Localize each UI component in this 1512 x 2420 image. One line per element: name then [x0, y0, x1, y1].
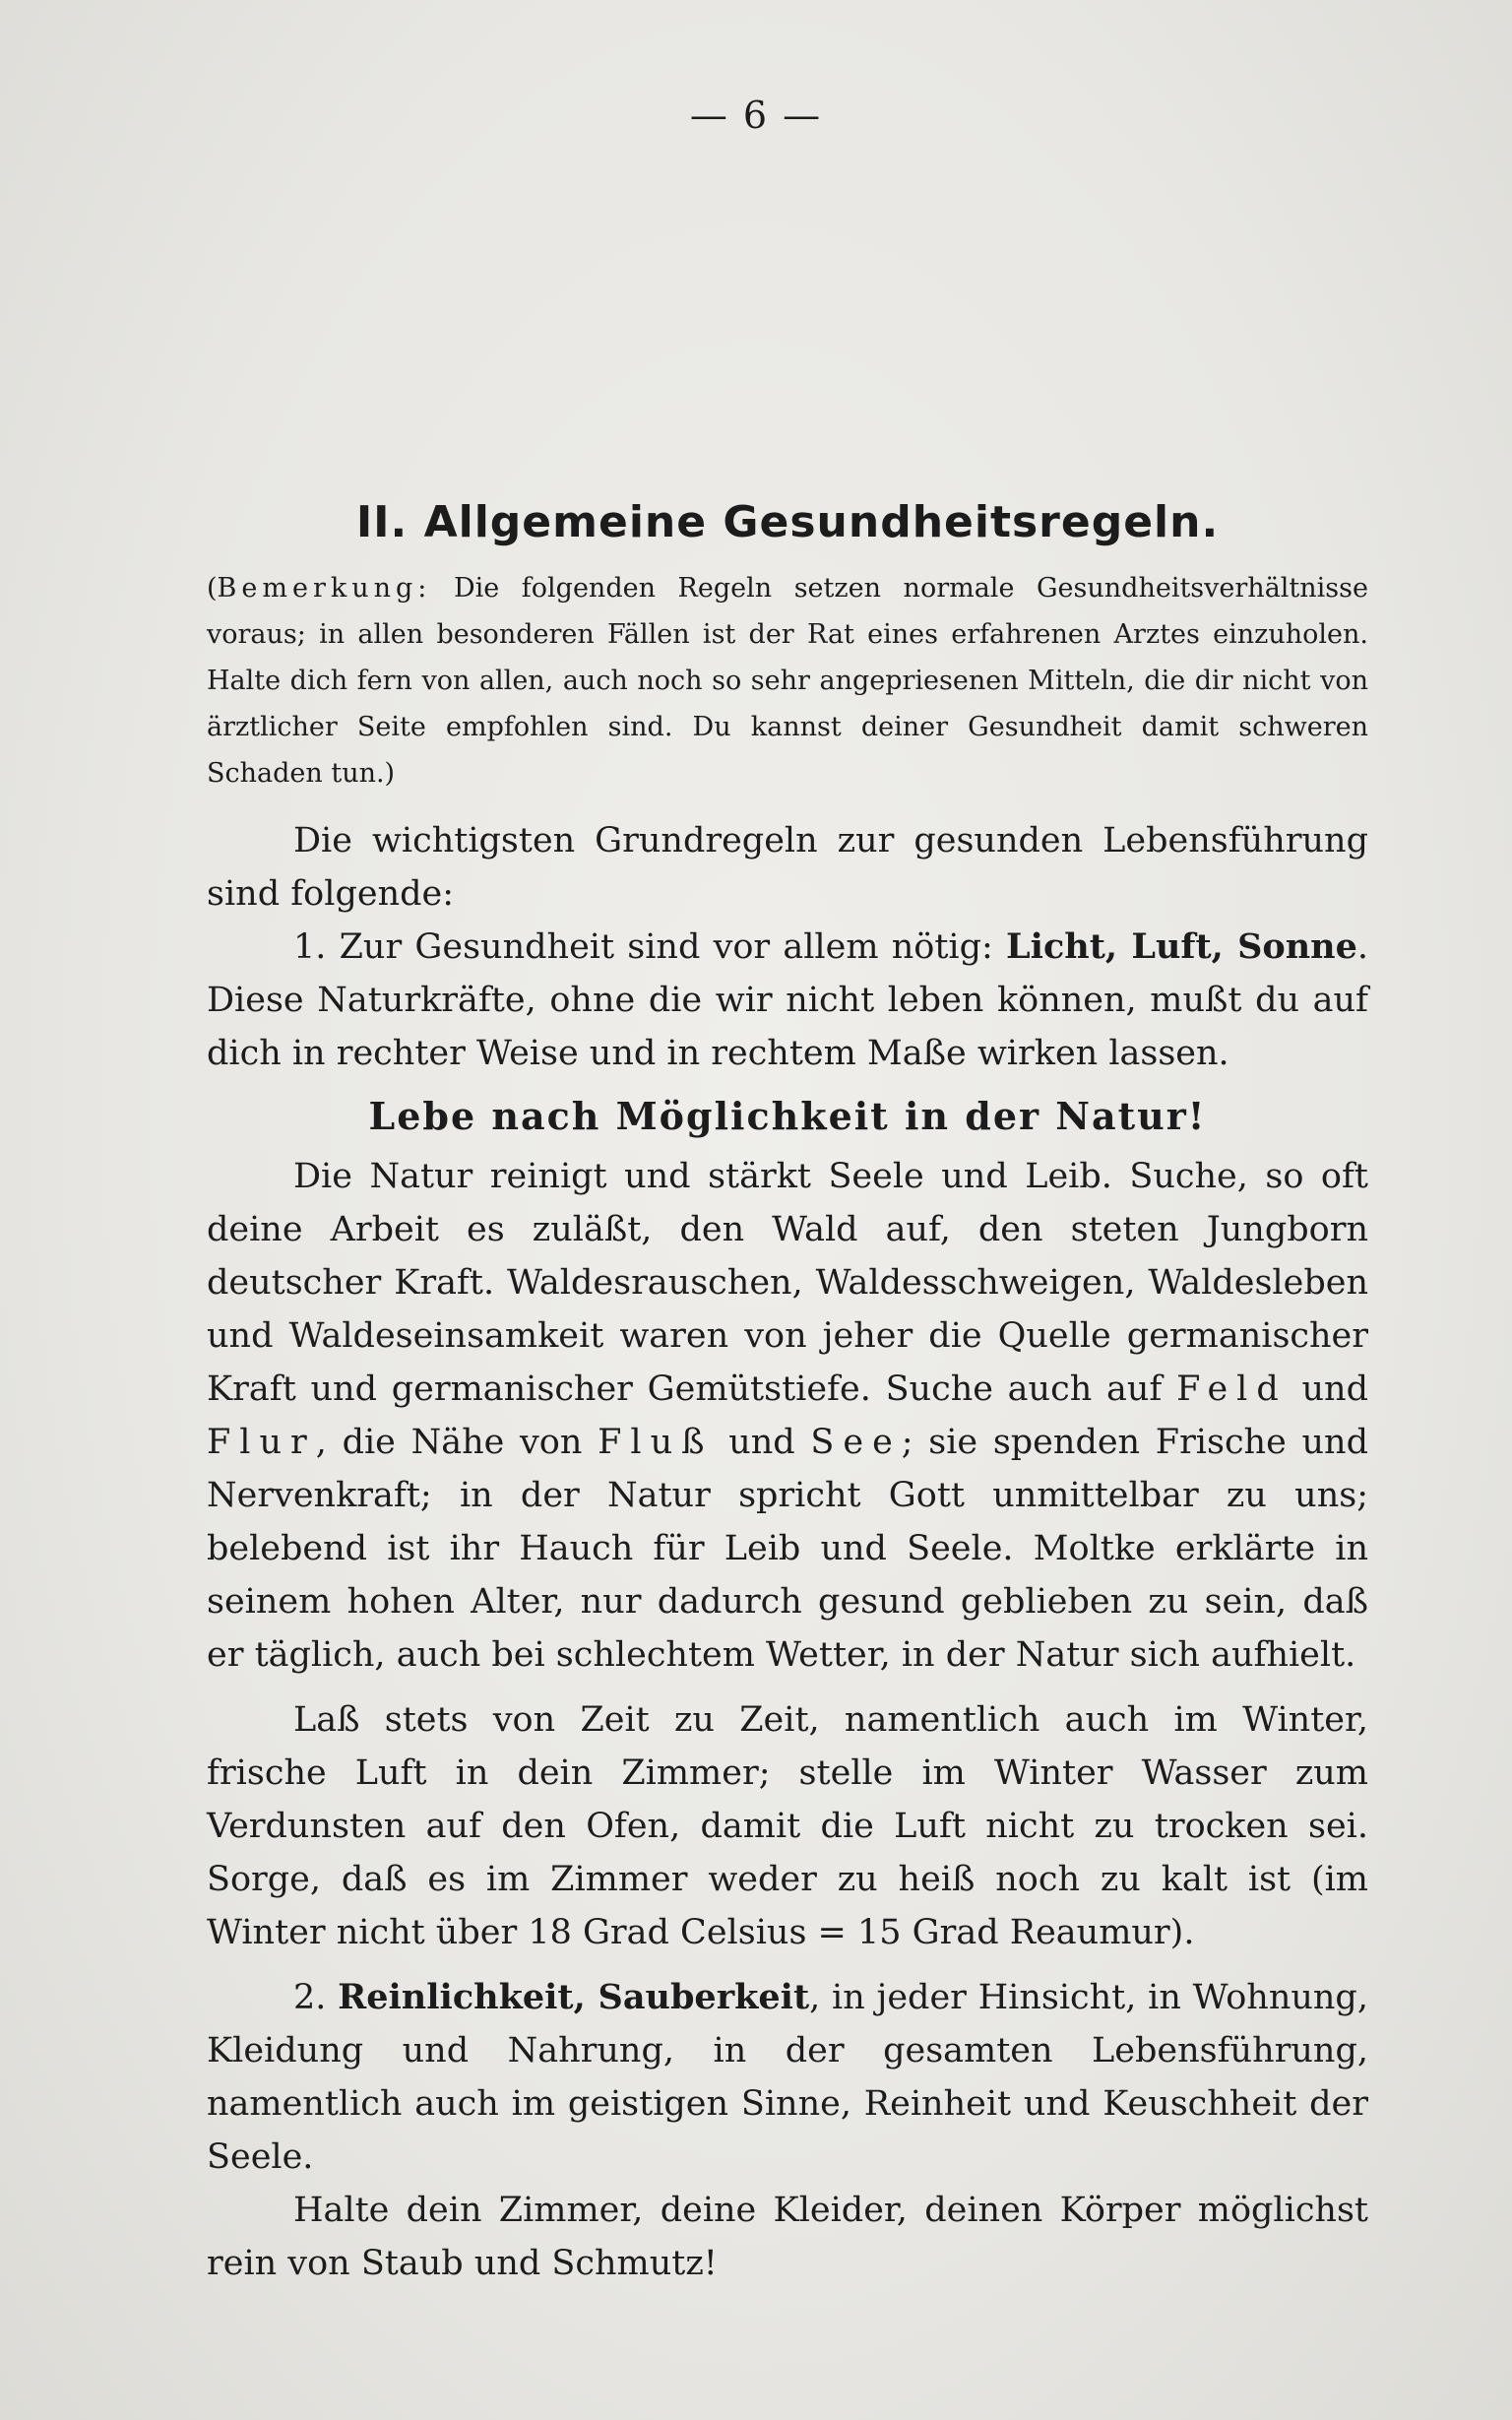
- nature-und-1: und: [1287, 1369, 1368, 1409]
- rule-1-paragraph: [207, 921, 1368, 1080]
- section-title: II. Allgemeine Gesundheitsregeln.: [355, 497, 1220, 547]
- rule-2-paragraph: [207, 1971, 1368, 2184]
- rule-1-text: . Diese Naturkräfte, ohne die wir nicht leben können, mußt du auf dich in rechter Weise und in rechtem Maße wirken lassen.: [207, 927, 1368, 1073]
- subheading: Lebe nach Möglichkeit in der Natur!: [368, 1094, 1207, 1138]
- rule-1-prefix: 1. Zur Gesundheit sind vor allem nötig:: [293, 927, 1007, 967]
- nature-und-2: und: [713, 1423, 811, 1462]
- nature-flur: Flur: [207, 1423, 316, 1462]
- air-paragraph: Laß stets von Zeit zu Zeit, namentlich auch im Winter, frische Luft in dein Zimmer; stelle im Winter Wasser zum Verdunsten auf den Ofen, damit die Luft nicht zu trocken sei. Sorge, daß es im Zimmer weder zu heiß noch zu kalt ist (im Winter nicht über 18 Grad Celsius = 15 Grad Reaumur).: [207, 1700, 1368, 1952]
- intro-paragraph: Die wichtigsten Grundregeln zur gesunden Lebensführung sind folgende:: [207, 821, 1368, 914]
- nature-feld: Feld: [1176, 1369, 1288, 1409]
- rule-2-emphasis: Reinlichkeit, Sauberkeit: [338, 1977, 810, 2017]
- remark-open: (: [207, 573, 218, 604]
- final-paragraph: Halte dein Zimmer, deine Kleider, deinen Körper möglichst rein von Staub und Schmutz!: [207, 2191, 1368, 2283]
- rule-1-emphasis: Licht, Luft, Sonne: [1006, 926, 1357, 967]
- remark-text: Die folgenden Regeln setzen normale Gesundheitsverhältnisse voraus; in allen besonderen Fällen ist der Rat eines erfahrenen Arztes einzuholen. Halte dich fern von allen, auch noch so sehr angepriesenen Mitteln, die dir nicht von ärztlicher Seite empfohlen sind. Du kannst deiner Gesundheit damit schweren Schaden tun.): [207, 573, 1368, 789]
- body-text: [207, 814, 1368, 2290]
- remark-paragraph: [207, 565, 1368, 796]
- rule-2-prefix: 2.: [293, 1978, 339, 2017]
- nature-fluss: Fluß: [598, 1423, 714, 1462]
- nature-text-3: ; sie spenden Frische und Nervenkraft; in der Natur spricht Gott unmittelbar zu uns; belebend ist ihr Hauch für Leib und Seele. Moltke erklärte in seinem hohen Alter, nur dadurch gesund geblieben zu sein, daß er täglich, auch bei schlechtem Wetter, in der Natur sich aufhielt.: [207, 1423, 1368, 1675]
- nature-text-1: Die Natur reinigt und stärkt Seele und Leib. Suche, so oft deine Arbeit es zuläßt, den Wald auf, den steten Jungborn deutscher Kraft. Waldesrauschen, Waldesschweigen, Waldesleben und Waldeseinsamkeit waren von jeher die Quelle germanischer Kraft und germanischer Gemütstiefe. Suche auch auf: [207, 1157, 1368, 1409]
- nature-see: See: [810, 1423, 902, 1462]
- nature-text-2: , die Nähe von: [315, 1423, 598, 1462]
- nature-paragraph: [207, 1150, 1368, 1682]
- page-number: — 6 —: [689, 94, 823, 137]
- rule-2-text: , in jeder Hinsicht, in Wohnung, Kleidung und Nahrung, in der gesamten Lebensführung, namentlich auch im geistigen Sinne, Reinheit und Keuschheit der Seele.: [207, 1978, 1368, 2177]
- text-block: [207, 497, 1368, 2290]
- remark-label: Bemerkung:: [217, 573, 432, 604]
